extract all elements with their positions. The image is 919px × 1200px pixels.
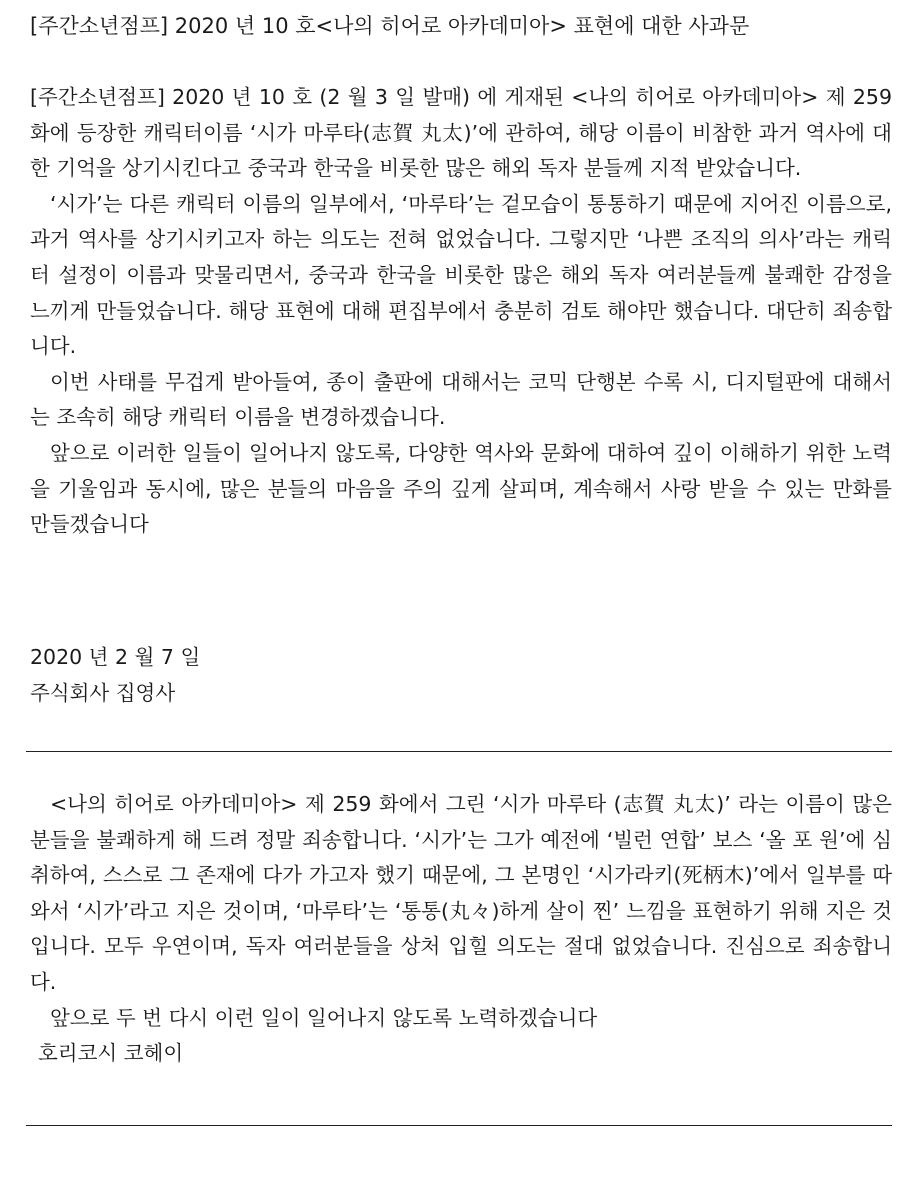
- statement-date: 2020 년 2 월 7 일: [30, 645, 201, 669]
- divider-bottom: [26, 1125, 892, 1126]
- author-statement: [30, 787, 892, 1072]
- statement-signoff: [30, 639, 200, 711]
- author-signature: 호리코시 코헤이: [38, 1041, 184, 1066]
- author-paragraph-1: <나의 히어로 아카데미아> 제 259 화에서 그린 ‘시가 마루타 (志賀 丸太)’ 라는 이름이 많은 분들을 불쾌하게 해 드려 정말 죄송합니다. ‘시가’는 그가 예전에 ‘빌런 연합’ 보스 ‘올 포 원’에 심취하여, 스스로 그 존재에 다가 가고자 했기 때문에, 그 본명인 ‘시가라키(死柄木)’에서 일부를 따 와서 ‘시가’라고 지은 것이며, ‘마루타’는 ‘통통(丸々)하게 살이 찐’ 느낌을 표현하기 위해 지은 것입니다. 모두 우연이며, 독자 여러분들을 상처 입힐 의도는 절대 없었습니다. 진심으로 죄송합니다.: [30, 792, 892, 994]
- statement-paragraph-2: ‘시가’는 다른 캐릭터 이름의 일부에서, ‘마루타’는 겉모습이 통통하기 때문에 지어진 이름으로, 과거 역사를 상기시키고자 하는 의도는 전혀 없었습니다. 그렇지만 ‘나쁜 조직의 의사’라는 캐릭터 설정이 이름과 맞물리면서, 중국과 한국을 비롯한 많은 해외 독자 여러분들께 불쾌한 감정을 느끼게 만들었습니다. 해당 표현에 대해 편집부에서 충분히 검토 해야만 했습니다. 대단히 죄송합니다.: [30, 191, 892, 359]
- statement-paragraph-1: [주간소년점프] 2020 년 10 호 (2 월 3 일 발매) 에 게재된 <나의 히어로 아카데미아> 제 259 화에 등장한 캐릭터이름 ‘시가 마루타(志賀 丸太)’에 관하여, 해당 이름이 비참한 과거 역사에 대한 기억을 상기시킨다고 중국과 한국을 비롯한 많은 해외 독자 분들께 지적 받았습니다.: [30, 85, 892, 181]
- statement-paragraph-4: 앞으로 이러한 일들이 일어나지 않도록, 다양한 역사와 문화에 대하여 깊이 이해하기 위한 노력을 기울임과 동시에, 많은 분들의 마음을 주의 깊게 살피며, 계속해서 사랑 받을 수 있는 만화를 만들겠습니다: [30, 440, 892, 537]
- author-paragraph-2: 앞으로 두 번 다시 이런 일이 일어나지 않도록 노력하겠습니다: [50, 1005, 598, 1030]
- publisher-name: 주식회사 집영사: [30, 681, 176, 705]
- document-title: [주간소년점프] 2020 년 10 호<나의 히어로 아카데미아> 표현에 대한 사과문: [30, 14, 750, 38]
- divider-top: [26, 751, 892, 752]
- statement-paragraph-3: 이번 사태를 무겁게 받아들여, 종이 출판에 대해서는 코믹 단행본 수록 시, 디지털판에 대해서는 조속히 해당 캐릭터 이름을 변경하겠습니다.: [30, 369, 892, 430]
- publisher-statement: [30, 80, 892, 543]
